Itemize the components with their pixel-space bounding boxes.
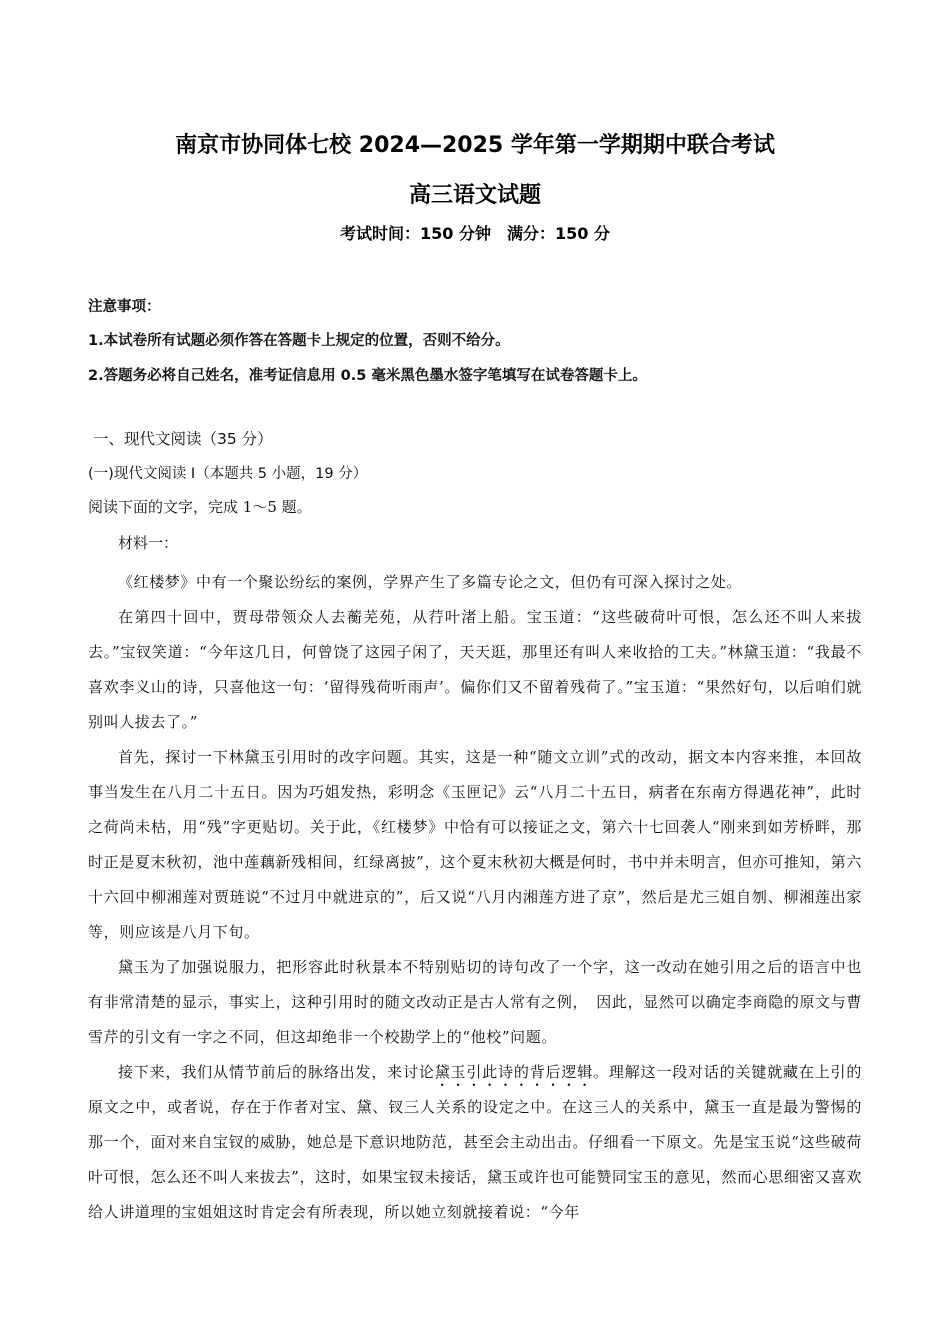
paragraph-text: 接下来，我们从情节前后的脉络出发，来讨论	[118, 1063, 435, 1081]
notice-heading: 注意事项：	[88, 299, 161, 315]
exam-subtitle: 高三语文试题	[408, 183, 541, 208]
paragraph: 黛玉为了加强说服力，把形容此时秋景本不特别贴切的诗句改了一个字，这一改动在她引用之后的语言中也有非常清楚的显示，事实上，这种引用时的随文改动正是古人常有之例， 因此，显然可以确定李商隐的原文与曹雪芹的引文有一字之不同，但这却绝非一个校勘学上的“他校”问题。	[88, 958, 862, 1046]
notice-item: 2.答题务必将自己姓名，准考证信息用 0.5 毫米黑色墨水签字笔填写在试卷答题卡上。	[88, 368, 647, 384]
notice-item: 1.本试卷所有试题必须作答在答题卡上规定的位置，否则不给分。	[88, 333, 510, 349]
section-title: 一、现代文阅读（35 分）	[93, 430, 273, 448]
paragraph: 首先，探讨一下林黛玉引用时的改字问题。其实，这是一种“随文立训”式的改动，据文本内容来推，本回故事当发生在八月二十五日。因为巧姐发热，彩明念《玉匣记》云“八月二十五日，病者在东南方得遇花神”，此时之荷尚未枯，用“残”字更贴切。关于此，《红楼梦》中恰有可以接证之文，第六十七回袭人“刚来到如芳桥畔，那时正是夏末秋初，池中莲藕新残相间，红绿离披”，这个夏末秋初大概是何时，书中并未明言，但亦可推知，第六十六回中柳湘莲对贾琏说“不过月中就进京的”，后又说“八月内湘莲方进了京”，然后是尤三姐自刎、柳湘莲出家等，则应该是八月下旬。	[88, 748, 862, 941]
paragraph: 在第四十回中，贾母带领众人去蘅芜苑，从荇叶渚上船。宝玉道：“这些破荷叶可恨，怎么还不叫人来拔去。”宝钗笑道：“今年这几日，何曾饶了这园子闲了，天天逛，那里还有叫人来收拾的工夫。”林黛玉道：“我最不喜欢李义山的诗，只喜他这一句：‘留得残荷听雨声’。偏你们又不留着残荷了。”宝玉道：“果然好句，以后咱们就别叫人拔去了。”	[88, 608, 862, 731]
exam-time-and-score: 考试时间：150 分钟 满分：150 分	[340, 224, 610, 243]
paragraph: 《红楼梦》中有一个聚讼纷纭的案例，学界产生了多篇专论之文，但仍有可深入探讨之处。	[118, 573, 743, 591]
exam-title: 南京市协同体七校 2024—2025 学年第一学期期中联合考试	[175, 133, 775, 158]
paragraph-with-emphasis	[88, 1055, 862, 1230]
reading-passage	[88, 565, 862, 1230]
paragraph-text: 。理解这一段对话的关键就藏在上引的原文之中，或者说，存在于作者对宝、黛、钗三人关系的设定之中。在这三人的关系中，黛玉一直是最为警惕的那一个，面对来自宝钗的威胁，她总是下意识地防范，甚至会主动出击。仔细看一下原文。先是宝玉说“这些破荷叶可恨，怎么还不叫人来拔去”，这时，如果宝钗未接话，黛玉或许也可能赞同宝玉的意见，然而心思细密又喜欢给人讲道理的宝姐姐这时肯定会有所表现，所以她立刻就接着说：“今年	[88, 1063, 862, 1221]
material-label: 材料一：	[118, 534, 179, 552]
reading-instruction: 阅读下面的文字，完成 1～5 题。	[88, 498, 312, 516]
emphasized-phrase: 黛玉引此诗的背后逻辑	[434, 1063, 594, 1081]
subsection-title: (一)现代文阅读 I（本题共 5 小题，19 分）	[88, 466, 368, 482]
